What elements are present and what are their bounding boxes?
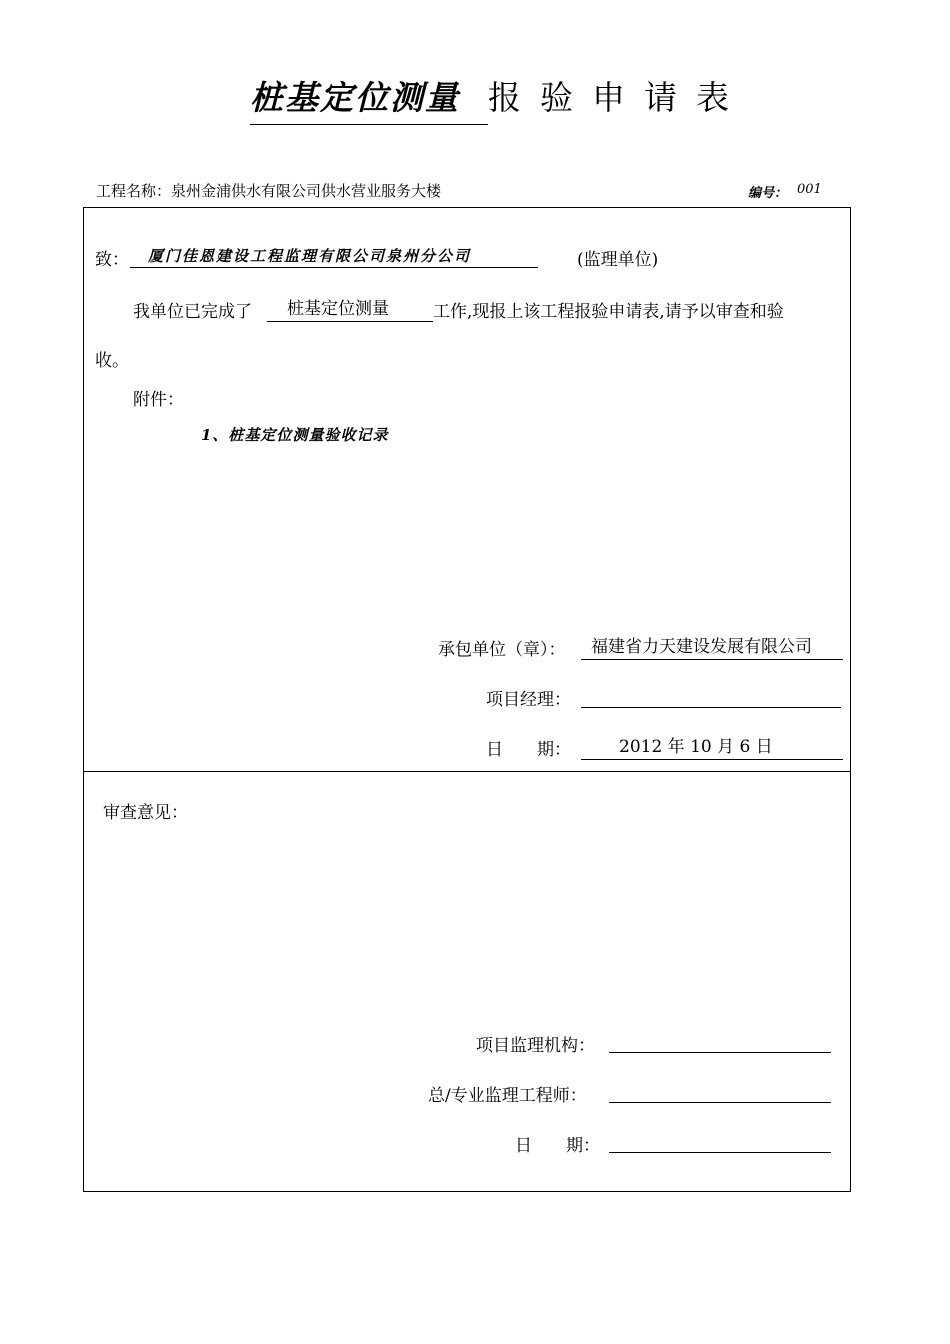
to-suffix: (监理单位) [577,250,659,270]
contractor-label: 承包单位（章）： [438,640,566,660]
to-label: 致： [95,250,129,270]
attachment-item: 1、桩基定位测量验收记录 [201,426,389,444]
form-box [83,207,851,1192]
review-date-field[interactable] [609,1152,831,1153]
attachment-label: 附件： [133,390,184,410]
title-subject-underline [250,124,488,125]
title-rest: 报验申请表 [488,78,748,117]
form-divider [83,771,851,772]
review-label: 审查意见： [103,803,188,823]
review-date-label [515,1131,600,1156]
body-end: 收。 [95,351,129,371]
submission-date-label [486,735,571,760]
date-label-b: 期： [537,740,571,760]
submission-date-field[interactable]: 2012 年 10 月 6 日 [581,735,843,760]
serial-label: 编号： [748,186,788,201]
project-name: 工程名称：泉州金浦供水有限公司供水营业服务大楼 [96,182,442,200]
title-subject: 桩基定位测量 [250,78,460,117]
supervision-org-field[interactable] [609,1052,831,1053]
project-manager-label: 项目经理： [486,690,571,710]
supervision-org-label: 项目监理机构： [476,1036,595,1056]
date-label-b: 期： [566,1136,600,1156]
date-label-a: 日 [486,740,503,760]
to-field[interactable]: 厦门佳恩建设工程监理有限公司泉州分公司 [130,245,538,268]
project-manager-field[interactable] [581,707,841,708]
engineer-field[interactable] [609,1102,831,1103]
work-item-field[interactable]: 桩基定位测量 [267,297,433,322]
body-suffix: 工作,现报上该工程报验申请表,请予以审查和验 [433,302,784,322]
contractor-field[interactable]: 福建省力天建设发展有限公司 [581,635,843,660]
serial-value: 001 [797,182,822,197]
body-prefix: 我单位已完成了 [133,302,252,322]
date-label-a: 日 [515,1136,532,1156]
engineer-label: 总/专业监理工程师： [428,1086,587,1106]
